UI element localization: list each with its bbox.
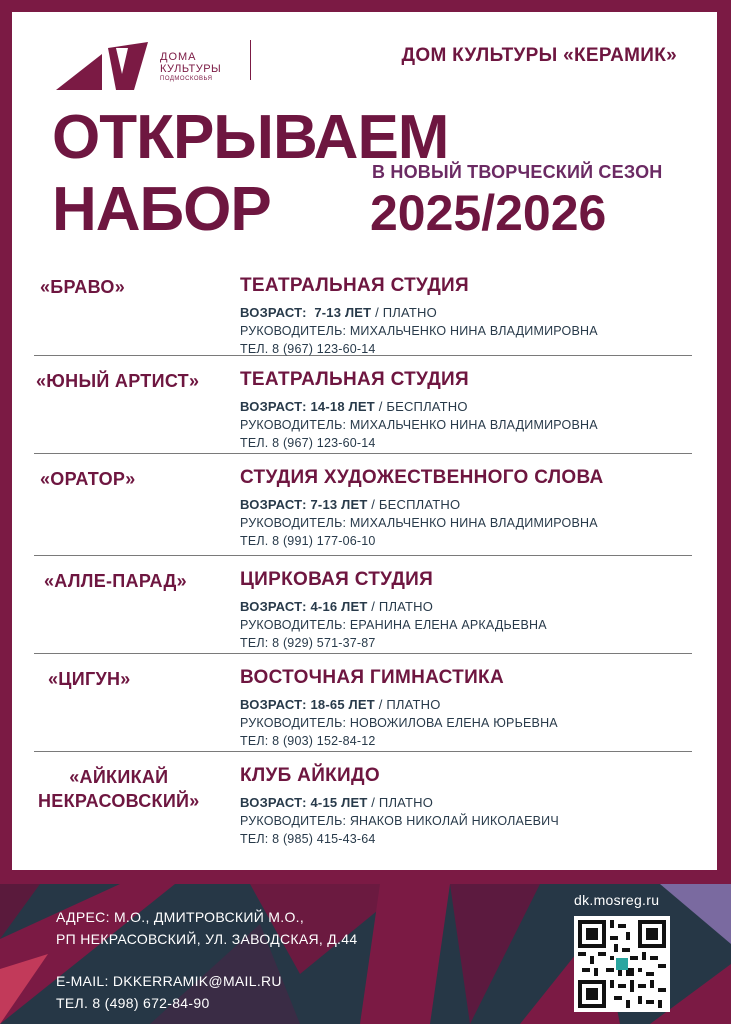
studio-details xyxy=(240,368,598,452)
studio-leader: РУКОВОДИТЕЛЬ: НОВОЖИЛОВА ЕЛЕНА ЮРЬЕВНА xyxy=(240,716,558,730)
footer-address: АДРЕС: М.О., ДМИТРОВСКИЙ М.О., РП НЕКРАСОВСКИЙ, УЛ. ЗАВОДСКАЯ, Д.44 xyxy=(56,909,358,947)
studio-name: «АЙКИКАЙ НЕКРАСОВСКИЙ» xyxy=(38,767,200,811)
studio-age: ВОЗРАСТ: 4-16 ЛЕТ / ПЛАТНО xyxy=(240,599,434,614)
headline-line1: ОТКРЫВАЕМ xyxy=(52,103,449,172)
qr-pattern xyxy=(578,920,666,1008)
studio-age: ВОЗРАСТ: 7-13 ЛЕТ / БЕСПЛАТНО xyxy=(240,497,461,512)
studio-item xyxy=(34,654,692,752)
studio-item xyxy=(34,262,692,356)
studio-name: «АЛЛЕ-ПАРАД» xyxy=(44,571,187,591)
headline-line2: НАБОР xyxy=(52,175,271,244)
poster-frame xyxy=(12,12,717,870)
studio-age: ВОЗРАСТ: 7-13 ЛЕТ / ПЛАТНО xyxy=(240,305,437,320)
studio-leader: РУКОВОДИТЕЛЬ: ЕРАНИНА ЕЛЕНА АРКАДЬЕВНА xyxy=(240,618,547,632)
footer-email[interactable]: E-MAIL: DKKERRAMIK@MAIL.RU xyxy=(56,973,282,989)
footer-contacts xyxy=(56,970,282,1014)
studio-name: «ЮНЫЙ АРТИСТ» xyxy=(36,371,200,391)
studio-item xyxy=(34,752,692,856)
studio-details xyxy=(240,568,547,652)
footer-tel: ТЕЛ. 8 (498) 672-84-90 xyxy=(56,995,210,1011)
logo-line3: ПОДМОСКОВЬЯ xyxy=(160,76,213,82)
studio-age: ВОЗРАСТ: 14-18 ЛЕТ / БЕСПЛАТНО xyxy=(240,399,468,414)
footer-site-link[interactable]: dk.mosreg.ru xyxy=(574,892,660,908)
logo xyxy=(56,40,266,92)
studio-item xyxy=(34,356,692,454)
studio-leader: РУКОВОДИТЕЛЬ: МИХАЛЬЧЕНКО НИНА ВЛАДИМИРОВНА xyxy=(240,516,598,530)
logo-line2: КУЛЬТУРЫ xyxy=(160,63,222,75)
studio-tel: ТЕЛ: 8 (985) 415-43-64 xyxy=(240,832,376,846)
season-label: В НОВЫЙ ТВОРЧЕСКИЙ СЕЗОН xyxy=(372,162,663,182)
studio-name: «ЦИГУН» xyxy=(48,669,131,689)
logo-mark-icon xyxy=(56,40,156,92)
logo-line1: ДОМА xyxy=(160,51,197,63)
studio-type: СТУДИЯ ХУДОЖЕСТВЕННОГО СЛОВА xyxy=(240,467,604,488)
studio-age: ВОЗРАСТ: 4-15 ЛЕТ / ПЛАТНО xyxy=(240,795,434,810)
studio-details xyxy=(240,274,598,358)
studio-age: ВОЗРАСТ: 18-65 ЛЕТ / ПЛАТНО xyxy=(240,697,441,712)
studio-leader: РУКОВОДИТЕЛЬ: МИХАЛЬЧЕНКО НИНА ВЛАДИМИРОВНА xyxy=(240,324,598,338)
studio-details xyxy=(240,666,558,750)
logo-wordmark xyxy=(160,51,221,83)
studio-tel: ТЕЛ. 8 (967) 123-60-14 xyxy=(240,436,376,450)
studio-item xyxy=(34,454,692,556)
studio-leader: РУКОВОДИТЕЛЬ: ЯНАКОВ НИКОЛАЙ НИКОЛАЕВИЧ xyxy=(240,814,559,828)
studio-tel: ТЕЛ. 8 (991) 177-06-10 xyxy=(240,534,376,548)
studio-type: ТЕАТРАЛЬНАЯ СТУДИЯ xyxy=(240,275,469,296)
season-years: 2025/2026 xyxy=(370,185,607,241)
qr-code-icon xyxy=(574,916,670,1012)
studio-item xyxy=(34,556,692,654)
studio-type: ЦИРКОВАЯ СТУДИЯ xyxy=(240,569,434,590)
studio-tel: ТЕЛ: 8 (929) 571-37-87 xyxy=(240,636,376,650)
studio-details xyxy=(240,466,604,550)
studio-tel: ТЕЛ. 8 (967) 123-60-14 xyxy=(240,342,376,356)
studio-details xyxy=(240,764,559,848)
studio-list xyxy=(34,262,692,856)
studio-name: «ОРАТОР» xyxy=(40,469,136,489)
studio-type: КЛУБ АЙКИДО xyxy=(240,765,380,786)
studio-type: ТЕАТРАЛЬНАЯ СТУДИЯ xyxy=(240,369,469,390)
studio-name: «БРАВО» xyxy=(40,277,126,297)
studio-tel: ТЕЛ: 8 (903) 152-84-12 xyxy=(240,734,376,748)
org-title: ДОМ КУЛЬТУРЫ «КЕРАМИК» xyxy=(401,45,677,66)
footer xyxy=(0,884,731,1024)
logo-divider xyxy=(250,40,251,80)
studio-type: ВОСТОЧНАЯ ГИМНАСТИКА xyxy=(240,667,504,688)
studio-leader: РУКОВОДИТЕЛЬ: МИХАЛЬЧЕНКО НИНА ВЛАДИМИРОВНА xyxy=(240,418,598,432)
